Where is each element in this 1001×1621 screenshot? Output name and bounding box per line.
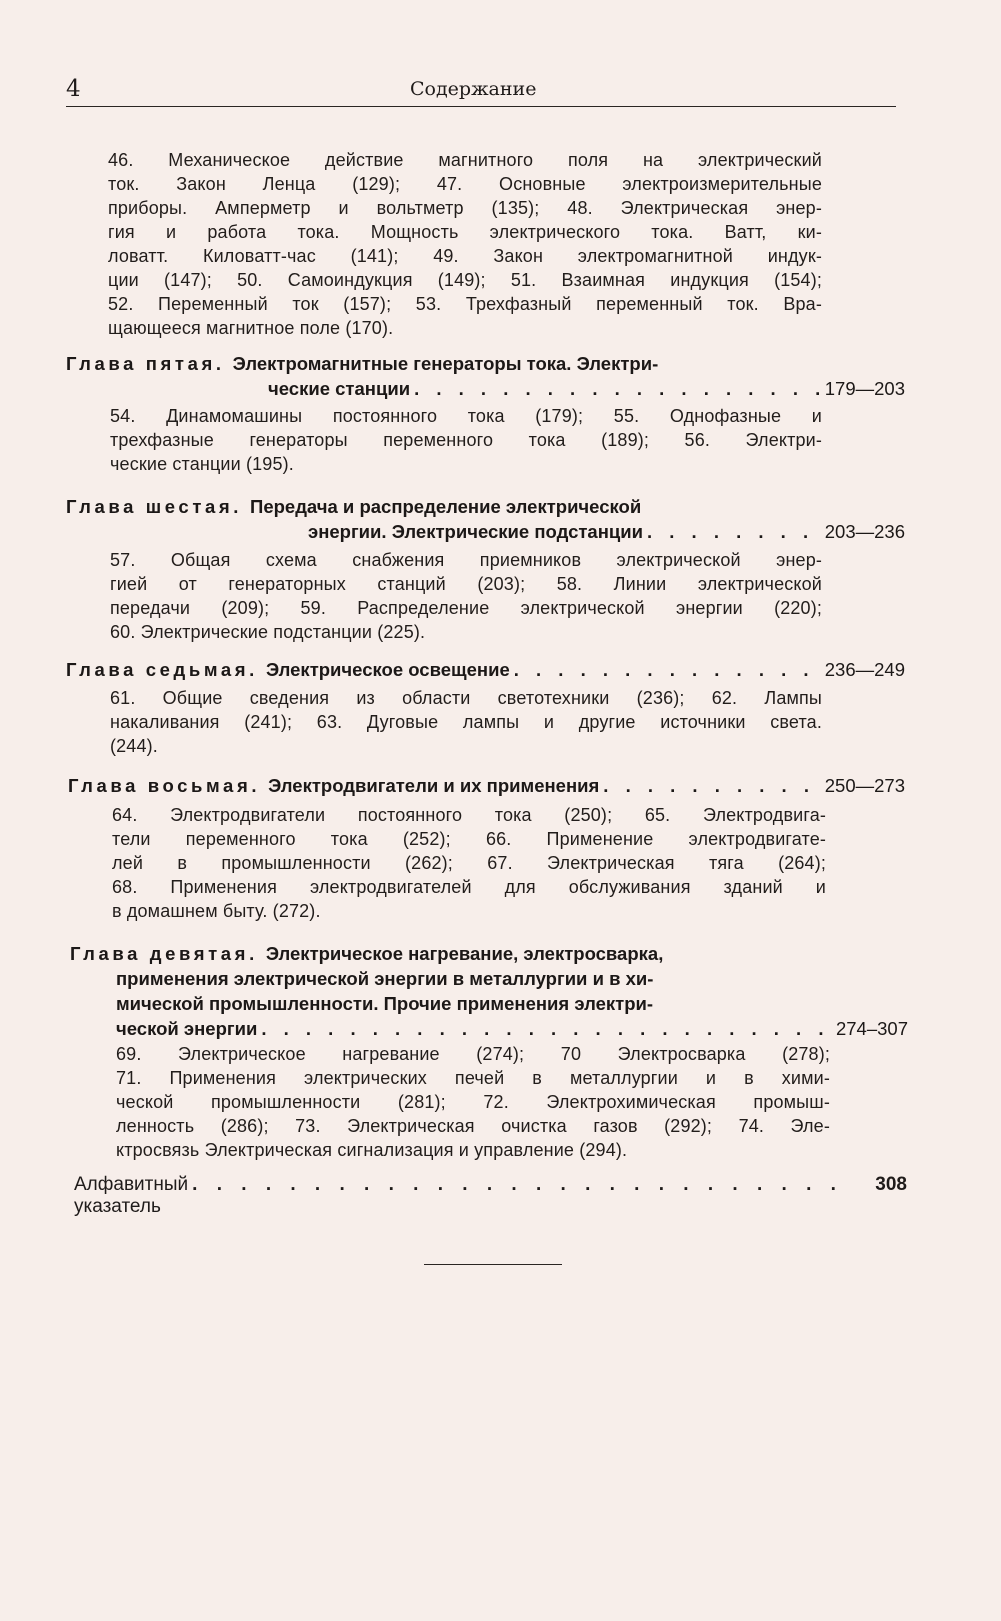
section-line: 60. Электрические подстанции (225). — [110, 622, 426, 642]
dot-leader — [510, 657, 825, 682]
section-line: 69. Электрическое нагревание (274); 70 Электросварка (278); — [116, 1044, 830, 1064]
section-46-53 — [108, 148, 822, 340]
section-61-63 — [110, 686, 822, 758]
section-line: 46. Механическое действие магнитного поля на электрический — [108, 150, 822, 170]
section-line: приборы. Амперметр и вольтметр (135); 48. Электрическая энер- — [108, 198, 822, 218]
chapter-title-cont: энергии. Электрические подстанции — [308, 521, 643, 542]
dot-leader — [599, 773, 824, 798]
chapter-title-cont: применения электрической энергии в металлургии и в хи- — [116, 968, 654, 989]
chapter-pages: 203—236 — [824, 521, 905, 542]
section-line: 54. Динамомашины постоянного тока (179); 55. Однофазные и — [110, 406, 822, 426]
section-69-74 — [116, 1042, 830, 1162]
chapter-5-entry — [66, 351, 905, 401]
chapter-pages: 236—249 — [824, 659, 905, 680]
index-label: Алфавитный указатель — [74, 1174, 189, 1217]
section-line: в домашнем быту. (272). — [112, 901, 321, 921]
dot-leader — [257, 1016, 836, 1041]
section-line: трехфазные генераторы переменного тока (189); 56. Электри- — [110, 430, 822, 450]
section-line: 68. Применения электродвигателей для обслуживания зданий и — [112, 877, 826, 897]
dot-leader — [410, 376, 825, 401]
chapter-title: Электрическое нагревание, электросварка, — [265, 943, 664, 964]
index-page: 308 — [875, 1174, 907, 1195]
section-line: ленность (286); 73. Электрическая очистка газов (292); 74. Эле- — [116, 1116, 830, 1136]
chapter-title-cont: ческие станции — [268, 378, 411, 399]
chapter-title: Электрическое освещение — [265, 659, 510, 680]
section-line: гия и работа тока. Мощность электрического тока. Ватт, ки- — [108, 222, 822, 242]
page-number: 4 — [66, 76, 81, 102]
chapter-pages: 274–307 — [835, 1018, 908, 1039]
chapter-label: Глава шестая. — [66, 496, 243, 517]
running-title: Содержание — [410, 78, 537, 100]
chapter-label: Глава девятая. — [70, 943, 258, 964]
chapter-title-cont: мической промышленности. Прочие применения электри- — [116, 993, 654, 1014]
page-header — [66, 72, 896, 107]
chapter-label: Глава восьмая. — [68, 775, 261, 796]
section-64-68 — [112, 803, 826, 923]
chapter-title: Электродвигатели и их применения — [268, 775, 600, 796]
closing-rule — [424, 1264, 562, 1265]
chapter-pages: 179—203 — [824, 378, 905, 399]
section-line: ции (147); 50. Самоиндукция (149); 51. Взаимная индукция (154); — [108, 270, 822, 290]
section-line: ловатт. Киловатт-час (141); 49. Закон электромагнитной индук- — [108, 246, 822, 266]
dot-leader — [188, 1174, 841, 1218]
section-line: щающееся магнитное поле (170). — [108, 318, 394, 338]
section-line: 71. Применения электрических печей в металлургии и в хими- — [116, 1068, 830, 1088]
chapter-6-entry — [66, 494, 905, 544]
section-line: 52. Переменный ток (157); 53. Трехфазный переменный ток. Вра- — [108, 294, 822, 314]
section-line: тели переменного тока (252); 66. Применение электродвигате- — [112, 829, 826, 849]
section-57-60 — [110, 548, 822, 644]
chapter-title: Электромагнитные генераторы тока. Электри- — [232, 353, 659, 374]
section-line: 64. Электродвигатели постоянного тока (250); 65. Электродвига- — [112, 805, 826, 825]
section-line: накаливания (241); 63. Дуговые лампы и другие источники света. — [110, 712, 822, 732]
section-line: ток. Закон Ленца (129); 47. Основные электроизмерительные — [108, 174, 822, 194]
section-line: гией от генераторных станций (203); 58. Линии электрической — [110, 574, 822, 594]
section-line: лей в промышленности (262); 67. Электрическая тяга (264); — [112, 853, 826, 873]
index-entry — [74, 1174, 907, 1218]
chapter-title: Передача и распределение электрической — [250, 496, 642, 517]
section-line: (244). — [110, 736, 158, 756]
section-line: ческой промышленности (281); 72. Электрохимическая промыш- — [116, 1092, 830, 1112]
chapter-8-entry — [68, 773, 905, 798]
section-line: 57. Общая схема снабжения приемников электрической энер- — [110, 550, 822, 570]
chapter-7-entry — [66, 657, 905, 682]
chapter-9-entry — [70, 941, 908, 1041]
chapter-label: Глава пятая. — [66, 353, 225, 374]
section-line: 61. Общие сведения из области светотехники (236); 62. Лампы — [110, 688, 822, 708]
section-line: передачи (209); 59. Распределение электрической энергии (220); — [110, 598, 822, 618]
section-line: ктросвязь Электрическая сигнализация и управление (294). — [116, 1140, 628, 1160]
chapter-pages: 250—273 — [824, 775, 905, 796]
chapter-title-cont: ческой энергии — [116, 1018, 258, 1039]
dot-leader — [643, 519, 825, 544]
chapter-label: Глава седьмая. — [66, 659, 258, 680]
section-line: ческие станции (195). — [110, 454, 294, 474]
section-54-56 — [110, 404, 822, 476]
